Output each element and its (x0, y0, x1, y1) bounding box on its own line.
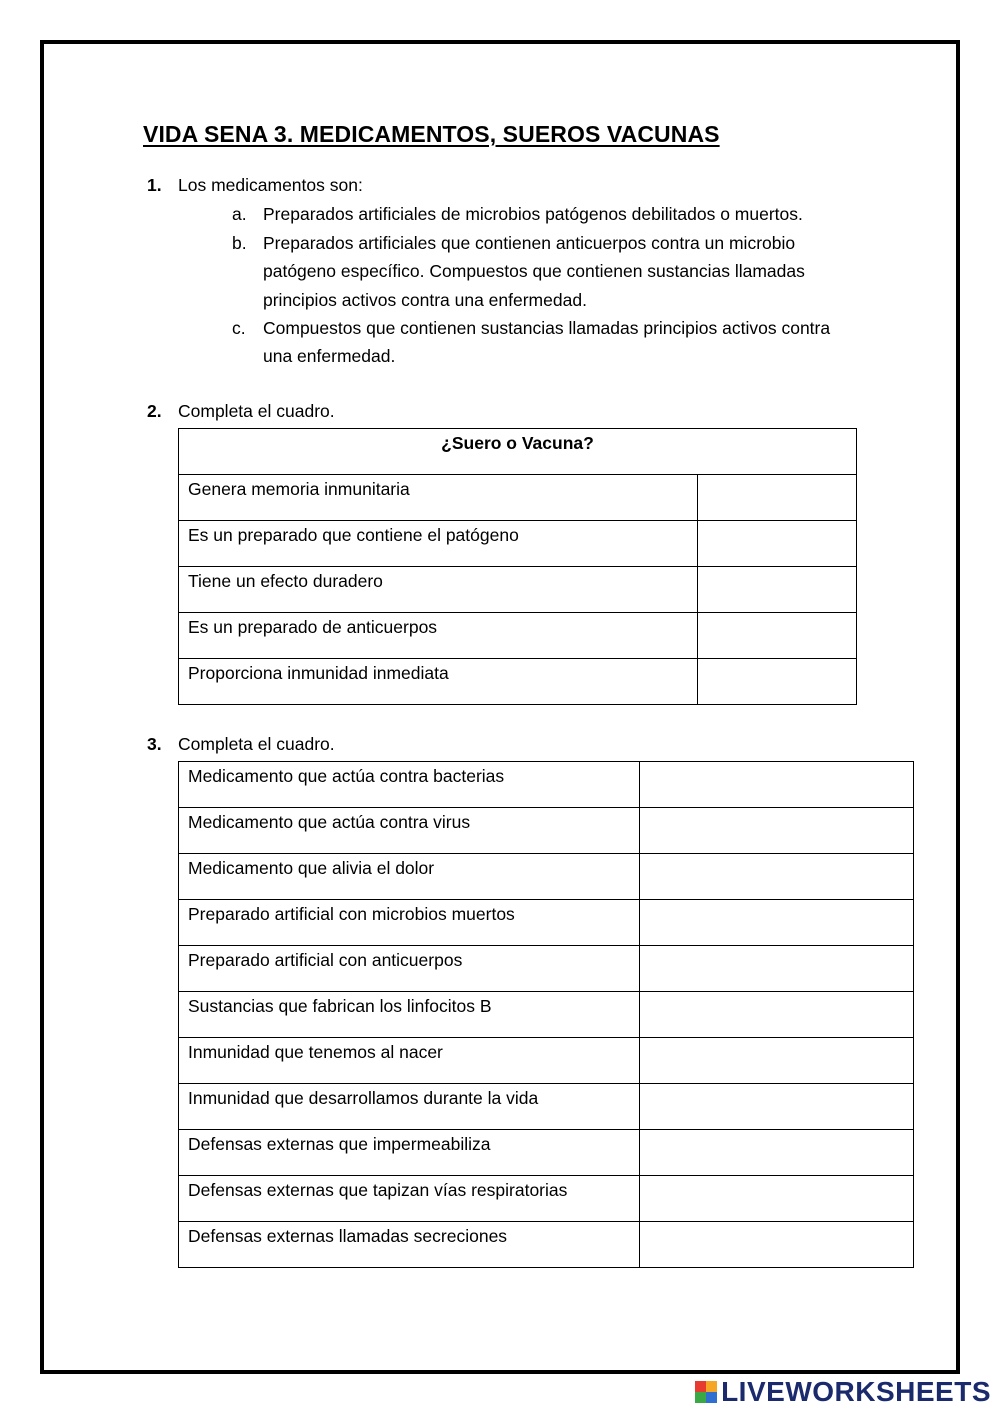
answer-cell[interactable] (640, 946, 914, 992)
answer-cell[interactable] (640, 900, 914, 946)
answer-cell[interactable] (640, 1038, 914, 1084)
row-label: Tiene un efecto duradero (179, 567, 698, 613)
row-label: Defensas externas que tapizan vías respiratorias (179, 1176, 640, 1222)
question-3 (147, 734, 335, 755)
answer-cell[interactable] (640, 808, 914, 854)
row-label: Defensas externas que impermeabiliza (179, 1130, 640, 1176)
question-2 (147, 401, 335, 422)
question-1 (147, 175, 363, 196)
table-row (179, 762, 914, 808)
table-row (179, 900, 914, 946)
question-2-text: Completa el cuadro. (178, 401, 335, 421)
liveworksheets-logo[interactable] (695, 1375, 991, 1409)
row-label: Genera memoria inmunitaria (179, 475, 698, 521)
row-label: Sustancias que fabrican los linfocitos B (179, 992, 640, 1038)
row-label: Inmunidad que desarrollamos durante la vida (179, 1084, 640, 1130)
answer-cell[interactable] (698, 567, 857, 613)
question-3-number: 3. (147, 734, 162, 754)
answer-cell[interactable] (640, 1130, 914, 1176)
row-label: Preparado artificial con microbios muertos (179, 900, 640, 946)
answer-cell[interactable] (640, 1084, 914, 1130)
answer-cell[interactable] (640, 1222, 914, 1268)
answer-cell[interactable] (698, 659, 857, 705)
option-a-text: Preparados artificiales de microbios patógenos debilitados o muertos. (263, 204, 803, 224)
liveworksheets-logo-icon (695, 1381, 717, 1403)
table-row (179, 946, 914, 992)
table-row (179, 659, 857, 705)
table-header-row (179, 429, 857, 475)
row-label: Proporciona inmunidad inmediata (179, 659, 698, 705)
answer-cell[interactable] (698, 475, 857, 521)
table-row (179, 521, 857, 567)
table-header: ¿Suero o Vacuna? (179, 429, 857, 475)
option-c-letter: c. (232, 318, 246, 338)
table-row (179, 1222, 914, 1268)
option-b-text: Preparados artificiales que contienen anticuerpos contra un microbio patógeno específico. Compuestos que contienen sustancias llamadas principios activos contra una enfermedad. (263, 233, 805, 310)
answer-cell[interactable] (698, 613, 857, 659)
row-label: Es un preparado de anticuerpos (179, 613, 698, 659)
table-row (179, 475, 857, 521)
table-row (179, 854, 914, 900)
table-row (179, 613, 857, 659)
row-label: Medicamento que actúa contra virus (179, 808, 640, 854)
row-label: Es un preparado que contiene el patógeno (179, 521, 698, 567)
answer-cell[interactable] (640, 1176, 914, 1222)
question-3-text: Completa el cuadro. (178, 734, 335, 754)
option-b-letter: b. (232, 233, 247, 253)
table-row (179, 1176, 914, 1222)
answer-cell[interactable] (640, 762, 914, 808)
option-a (232, 200, 852, 228)
row-label: Inmunidad que tenemos al nacer (179, 1038, 640, 1084)
suero-vacuna-table (178, 428, 857, 705)
table-row (179, 992, 914, 1038)
table-row (179, 808, 914, 854)
option-c (232, 314, 832, 371)
question-2-number: 2. (147, 401, 162, 421)
answer-cell[interactable] (640, 854, 914, 900)
row-label: Defensas externas llamadas secreciones (179, 1222, 640, 1268)
question-1-number: 1. (147, 175, 162, 195)
worksheet-title: VIDA SENA 3. MEDICAMENTOS, SUEROS VACUNAS (143, 121, 720, 147)
table-row (179, 567, 857, 613)
row-label: Preparado artificial con anticuerpos (179, 946, 640, 992)
option-a-letter: a. (232, 204, 247, 224)
answer-cell[interactable] (640, 992, 914, 1038)
table-row (179, 1084, 914, 1130)
medicamentos-table (178, 761, 914, 1268)
question-1-text: Los medicamentos son: (178, 175, 363, 195)
brand-name: LIVEWORKSHEETS (721, 1376, 991, 1407)
table-row (179, 1038, 914, 1084)
answer-cell[interactable] (698, 521, 857, 567)
row-label: Medicamento que alivia el dolor (179, 854, 640, 900)
option-b (232, 229, 832, 314)
option-c-text: Compuestos que contienen sustancias llamadas principios activos contra una enfermedad. (263, 318, 831, 367)
row-label: Medicamento que actúa contra bacterias (179, 762, 640, 808)
table-row (179, 1130, 914, 1176)
